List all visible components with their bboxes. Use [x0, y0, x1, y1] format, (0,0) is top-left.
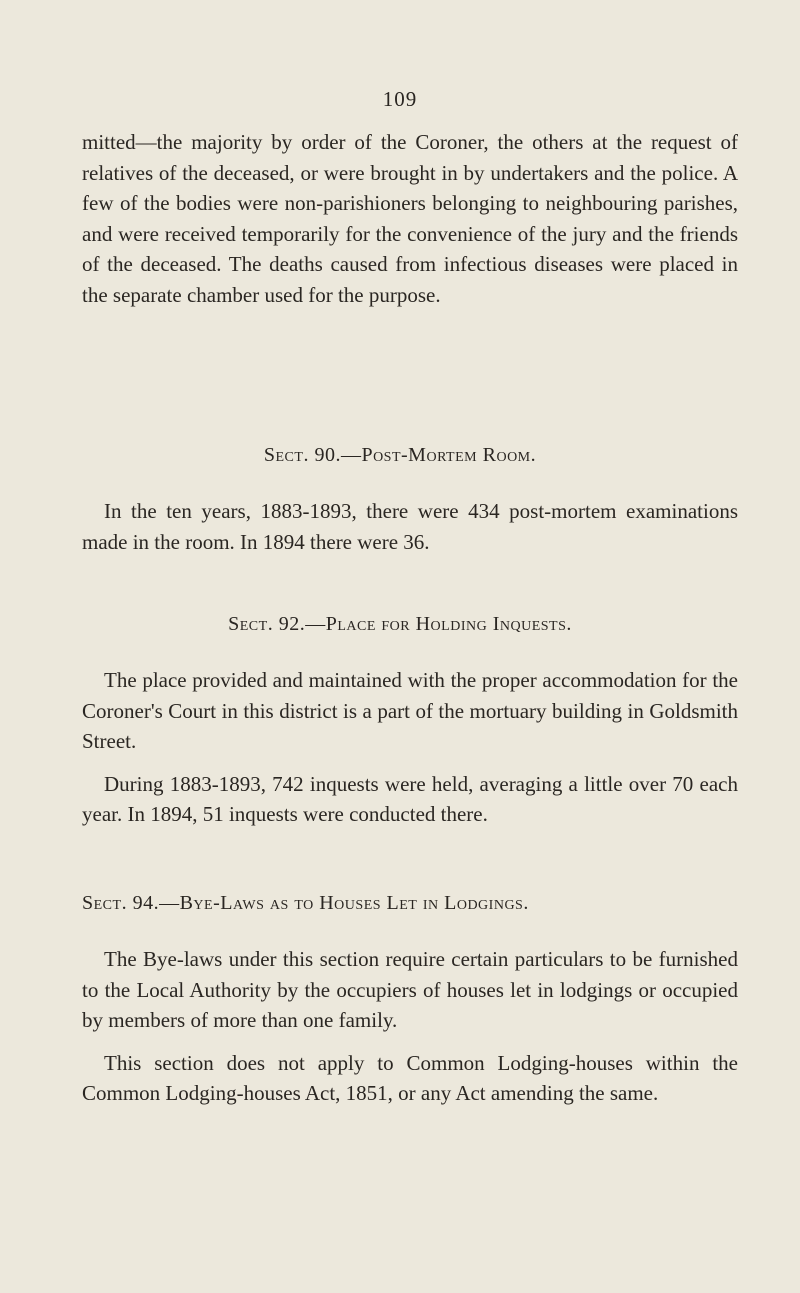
heading-sect-94: Sect. 94.—Bye-Laws as to Houses Let in Lodgings. — [82, 892, 529, 914]
paragraph-mortuary-bodies: mitted—the majority by order of the Coroner, the others at the request of relatives of the deceased, or were brought in by undertakers and the police. A few of the bodies were non-parishioners belonging to neighbouring parishes, and were received temporarily for the convenience of the jury and the friends of the deceased. The deaths caused from infectious diseases were placed in the separate chamber used for the purpose. — [82, 130, 738, 307]
heading-sect-92: Sect. 92.—Place for Holding Inquests. — [228, 613, 572, 635]
paragraph-bye-laws: The Bye-laws under this section require certain particulars to be furnished to the Local Authority by the occupiers of houses let in lodgings or occupied by members of more than one family. — [82, 947, 738, 1032]
section-90-body — [82, 496, 738, 557]
paragraph-post-mortem: In the ten years, 1883-1893, there were 434 post-mortem examinations made in the room. In 1894 there were 36. — [82, 499, 738, 554]
paragraph-inquests: During 1883-1893, 742 inquests were held, averaging a little over 70 each year. In 1894, 51 inquests were conducted there. — [82, 771, 738, 826]
paragraph-coroners-court: The place provided and maintained with the proper accommodation for the Coroner's Court in this district is a part of the mortuary building in Goldsmith Street. — [82, 668, 738, 753]
heading-sect-90: Sect. 90.—Post-Mortem Room. — [263, 444, 537, 466]
page-number: 109 — [382, 87, 418, 111]
section-continuation — [82, 127, 738, 310]
section-94-body — [82, 944, 738, 1109]
section-92-body — [82, 665, 738, 830]
paragraph-lodging-houses: This section does not apply to Common Lodging-houses within the Common Lodging-houses Act, 1851, or any Act amending the same. — [82, 1050, 738, 1105]
